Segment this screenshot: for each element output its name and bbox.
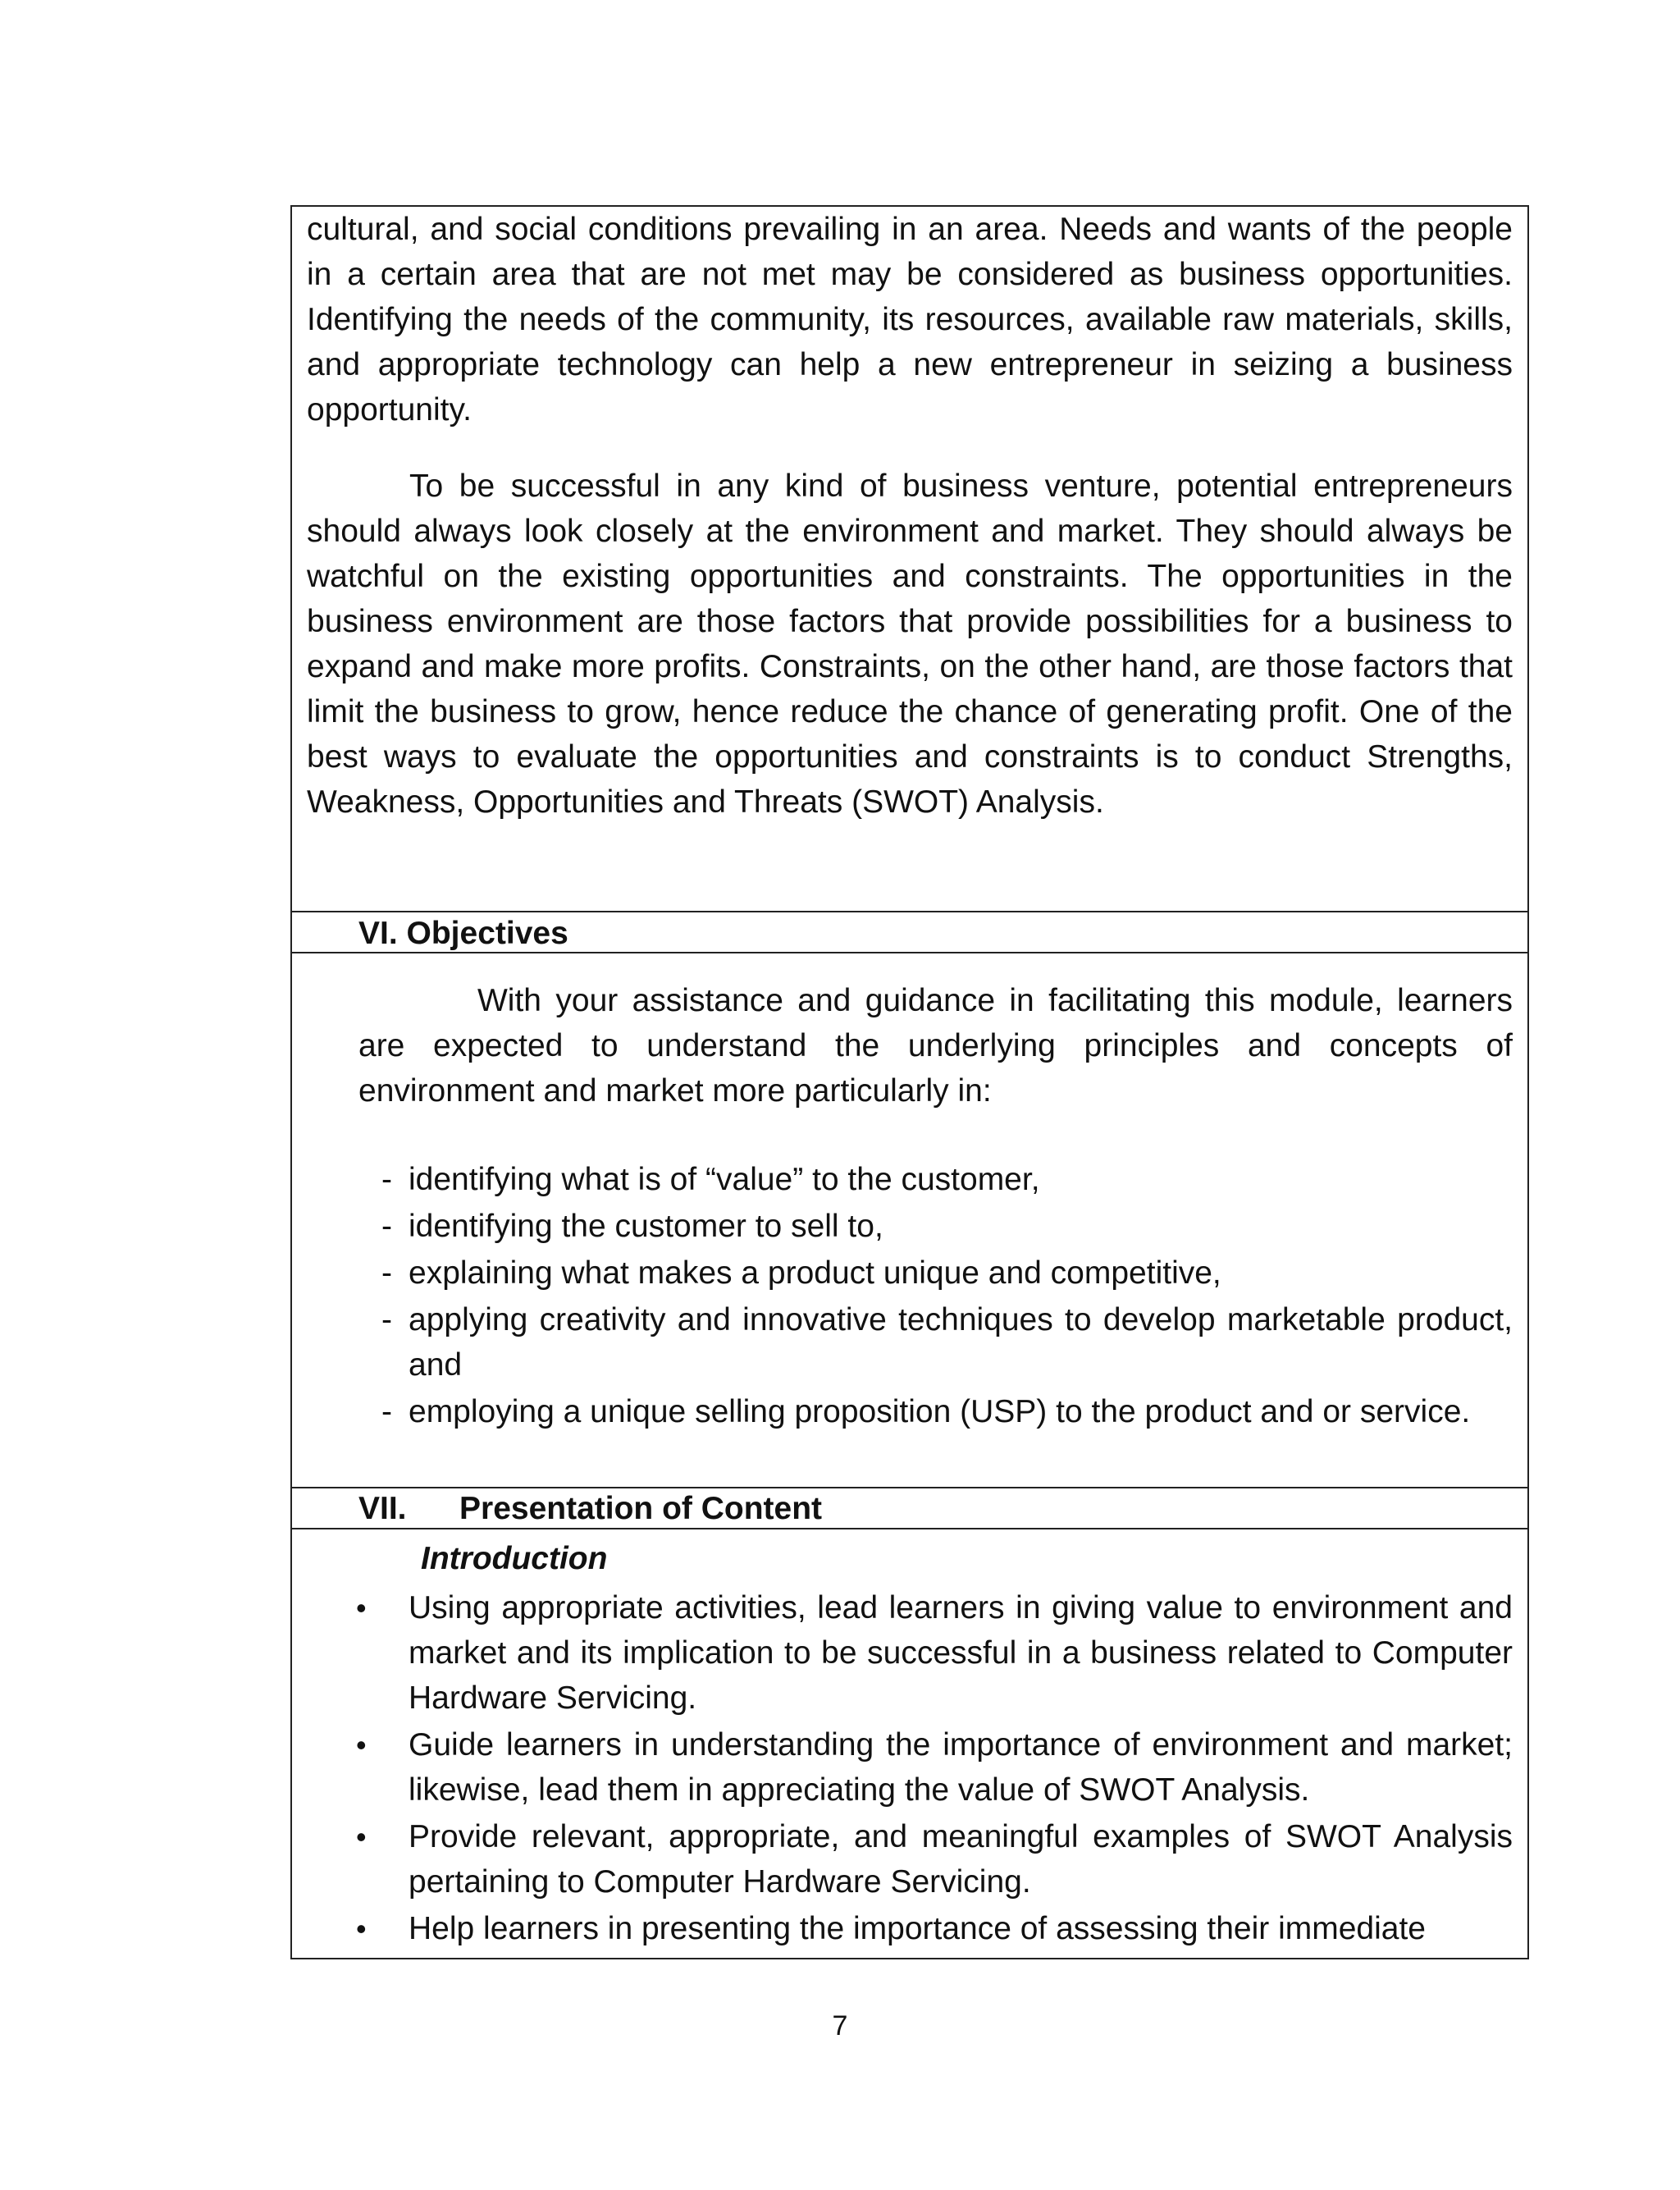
list-item: - identifying what is of “value” to the customer, [381, 1162, 1040, 1197]
introduction-subheading: Introduction [421, 1541, 608, 1576]
list-item: - explaining what makes a product unique and competitive, [381, 1255, 1221, 1291]
list-item: • Using appropriate activities, lead learners in giving value to environment and market and its implication to be successful in a business related to Computer Hardware Servicing. [356, 1590, 1513, 1716]
presentation-section [292, 1536, 1527, 1953]
objectives-list [292, 1157, 1513, 1434]
section-divider [292, 1487, 1527, 1488]
objectives-intro: With your assistance and guidance in facilitating this module, learners are expected to understand the underlying principles and concepts of environment and market more particularly in: [358, 983, 1513, 1109]
presentation-title: Presentation of Content [459, 1491, 823, 1526]
intro-section [292, 207, 1527, 825]
presentation-heading [292, 1489, 1527, 1529]
list-item: • Help learners in presenting the importance of assessing their immediate [356, 1911, 1426, 1946]
intro-paragraph-1: cultural, and social conditions prevailing in an area. Needs and wants of the people in a certain area that are not met may be considered as business opportunities. Identifying the needs of the community, its resources, available raw materials, skills, and appropriate technology can help a new entrepreneur in seizing a business opportunity. [307, 212, 1513, 427]
list-item: - identifying the customer to sell to, [381, 1209, 883, 1244]
objectives-heading: VI. Objectives [358, 916, 568, 951]
presentation-list [292, 1585, 1513, 1951]
objectives-heading-row [292, 914, 1527, 953]
presentation-numeral: VII. [358, 1491, 407, 1526]
page-number: 7 [832, 2010, 848, 2041]
section-divider [292, 911, 1527, 912]
section-divider [292, 1528, 1527, 1529]
presentation-heading-row [292, 1489, 1527, 1529]
section-divider [292, 952, 1527, 953]
content-frame [290, 205, 1529, 1959]
objectives-section [292, 978, 1527, 1113]
list-item: - employing a unique selling proposition (USP) to the product and or service. [381, 1394, 1471, 1429]
objectives-list-wrap [292, 1157, 1527, 1436]
list-item: • Provide relevant, appropriate, and meaningful examples of SWOT Analysis pertaining to Computer Hardware Servicing. [356, 1819, 1513, 1900]
intro-paragraph-2: To be successful in any kind of business venture, potential entrepreneurs should always look closely at the environment and market. They should always be watchful on the existing opportunities and constraints. The opportunities in the business environment are those factors that provide possibilities for a business to expand and make more profits. Constraints, on the other hand, are those factors that limit the business to grow, hence reduce the chance of generating profit. One of the best ways to evaluate the opportunities and constraints is to conduct Strengths, Weakness, Opportunities and Threats (SWOT) Analysis. [307, 469, 1513, 820]
list-item: - applying creativity and innovative techniques to develop marketable product, and [381, 1302, 1513, 1383]
list-item: • Guide learners in understanding the importance of environment and market; likewise, lead them in appreciating the value of SWOT Analysis. [356, 1727, 1513, 1808]
